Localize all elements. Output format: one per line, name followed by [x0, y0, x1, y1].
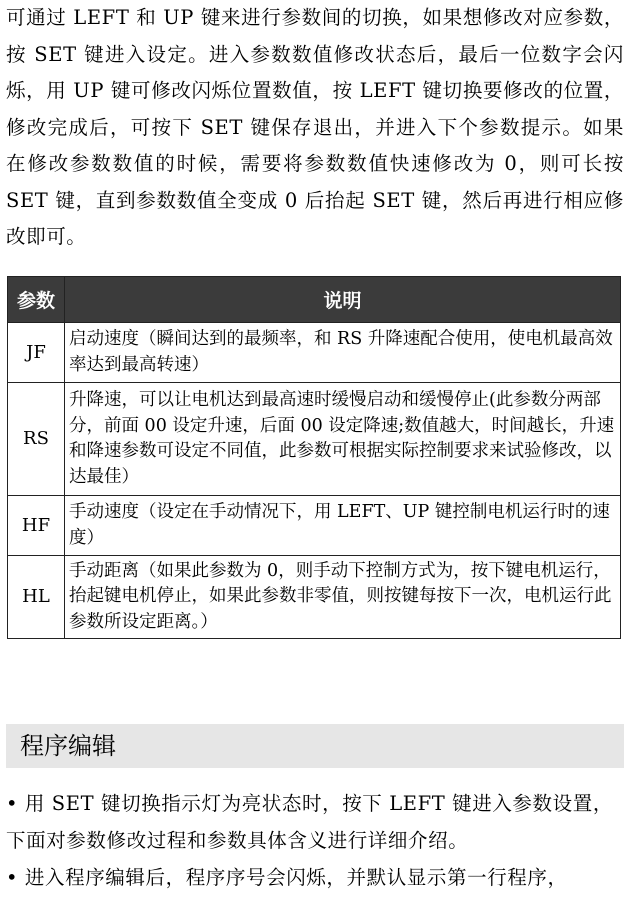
bullet-item: • 进入程序编辑后，程序序号会闪烁，并默认显示第一行程序， [6, 866, 568, 889]
table-row [8, 383, 621, 496]
param-code: RS [8, 383, 65, 496]
param-code: JF [8, 323, 65, 383]
param-code: HF [8, 496, 65, 556]
parameter-table [7, 276, 621, 639]
intro-paragraph: 可通过 LEFT 和 UP 键来进行参数间的切换，如果想修改对应参数，按 SET 键进入设定。进入参数数值修改状态后，最后一位数字会闪烁，用 UP 键可修改闪烁位置数值，按 LEFT 键切换要修改的位置，修改完成后，可按下 SET 键保存退出，并进入下个参数提示。如果在修改参数数值的时候，需要将参数数值快速修改为 0，则可长按 SET 键，直到参数数值全变成 0 后抬起 SET 键，然后再进行相应修改即可。 [6, 6, 624, 248]
section-title: 程序编辑 [20, 732, 116, 760]
param-description: 手动速度（设定在手动情况下，用 LEFT、UP 键控制电机运行时的速度） [65, 496, 621, 556]
param-description: 启动速度（瞬间达到的最频率，和 RS 升降速配合使用，使电机最高效率达到最高转速） [65, 323, 621, 383]
header-description: 说明 [65, 277, 621, 323]
table-row [8, 323, 621, 383]
table-row [8, 556, 621, 639]
section-header [6, 724, 624, 768]
table-header-row [8, 277, 621, 323]
table-row [8, 496, 621, 556]
param-code: HL [8, 556, 65, 639]
param-description: 升降速，可以让电机达到最高速时缓慢启动和缓慢停止(此参数分两部分，前面 00 设定升速，后面 00 设定降速;数值越大，时间越长，升速和降速参数可设定不同值，此参数可根据实际控制要求来试验修改，以达最佳） [65, 383, 621, 496]
header-param: 参数 [8, 277, 65, 323]
param-description: 手动距离（如果此参数为 0，则手动下控制方式为，按下键电机运行，抬起键电机停止，如果此参数非零值，则按键每按下一次，电机运行此参数所设定距离。） [65, 556, 621, 639]
bullet-item: • 用 SET 键切换指示灯为亮状态时，按下 LEFT 键进入参数设置，下面对参数修改过程和参数具体含义进行详细介绍。 [6, 792, 613, 852]
bullet-list [6, 785, 624, 896]
